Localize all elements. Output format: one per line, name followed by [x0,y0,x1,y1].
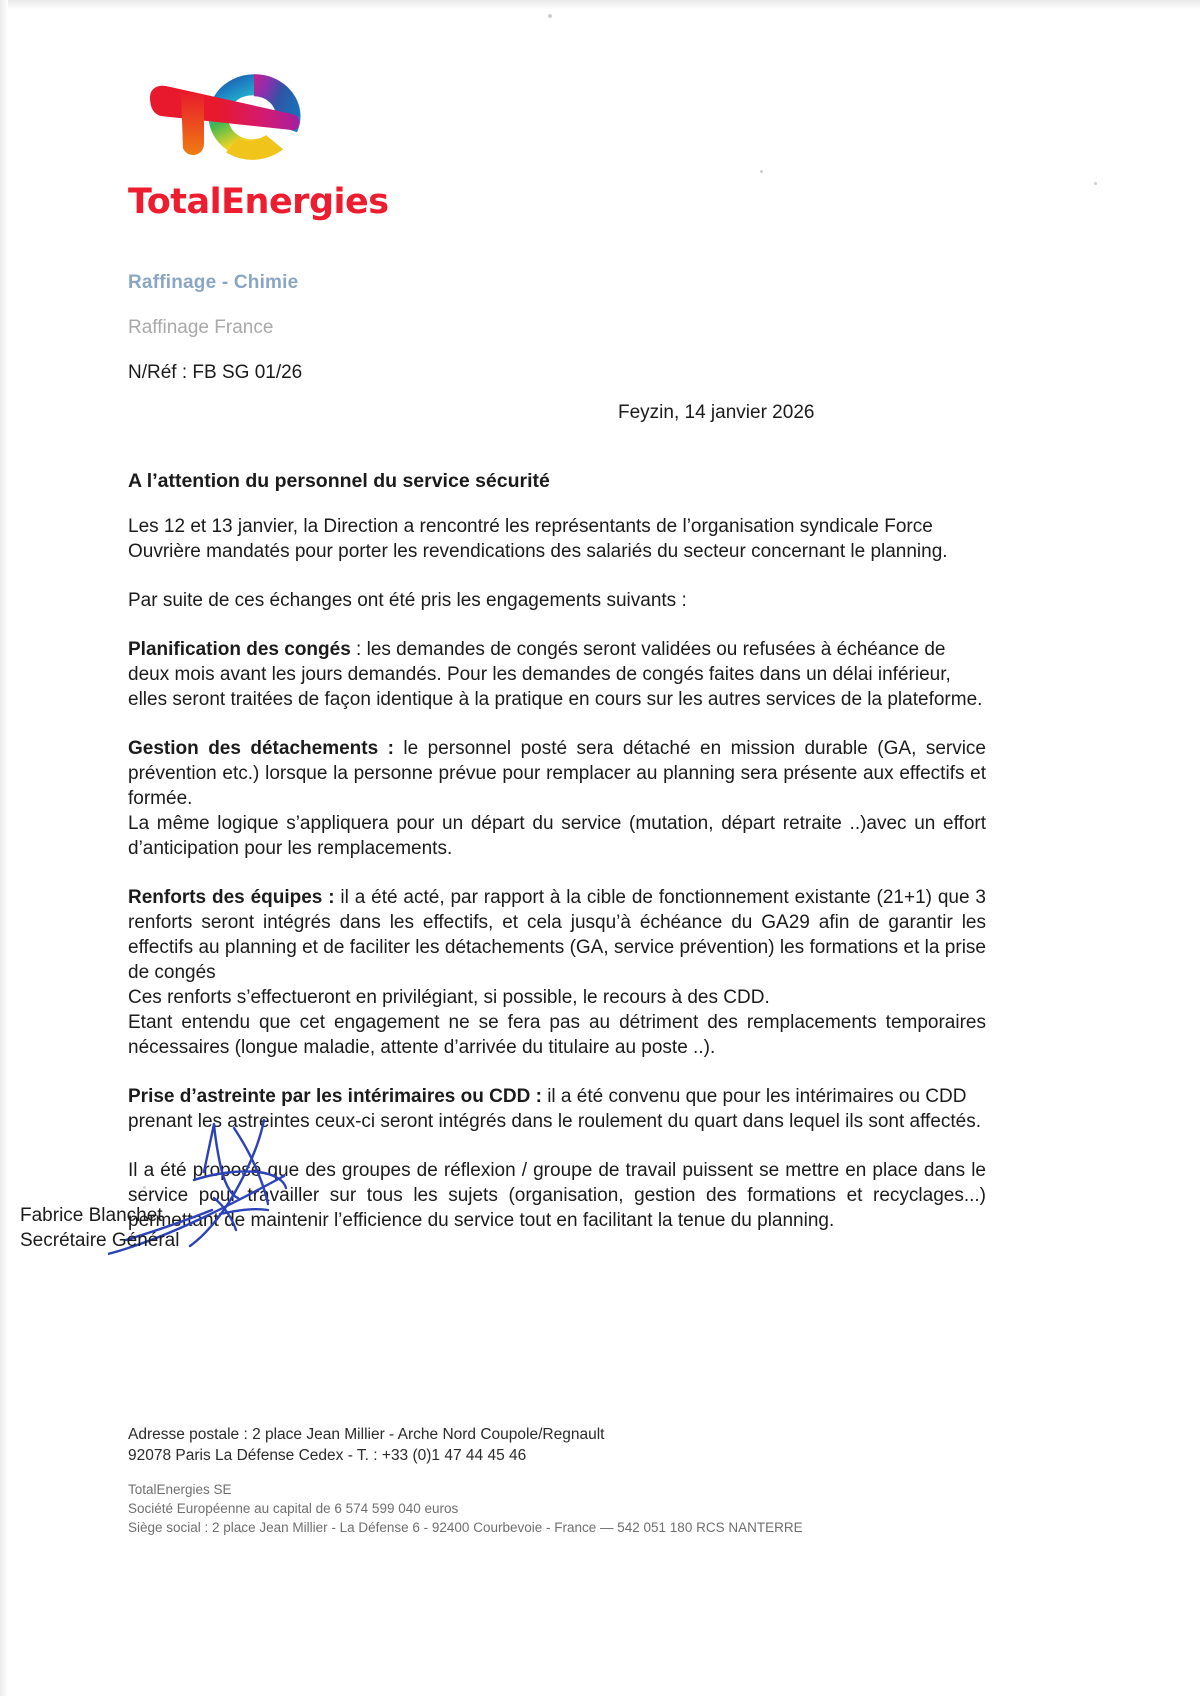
footer-legal [128,1480,888,1537]
section-body: il a été acté, par rapport à la cible de fonctionnement existante (21+1) que 3 renforts seront intégrés dans les effectifs, et cela jusqu’à échéance du GA29 afin de garantir les effectifs au planning et de faciliter les détachements (GA, service prévention) les formations et la prise de congés [128,887,986,983]
scan-edge-left [0,0,8,1696]
scan-speck [548,14,552,18]
brand-wordmark: TotalEnergies [128,182,389,222]
header-meta [128,272,828,384]
footer [128,1424,888,1537]
subdivision-name: Raffinage France [128,317,274,338]
signature-name-block [20,1203,179,1253]
brand-logo [128,68,468,222]
closing-paragraph: Il a été proposé que des groupes de réflexion / groupe de travail puissent se mettre en place dans le service pour travailler sur tous les sujets (organisation, gestion des formations et recyclages...) permettant de maintenir l’efficience du service tout en facilitant la tenue du planning. [128,1160,986,1231]
footer-legal-line-1: TotalEnergies SE [128,1482,232,1497]
section-planification [128,637,986,712]
section-detachements [128,736,986,861]
section-lead: Gestion des détachements : [128,738,394,759]
footer-address [128,1424,888,1466]
engagements-intro: Par suite de ces échanges ont été pris les engagements suivants : [128,590,687,611]
section-lead: Planification des congés [128,639,351,660]
section-lead: Prise d’astreinte par les intérimaires ou CDD : [128,1086,542,1107]
section-body: : les demandes de congés seront validées ou refusées à échéance de deux mois avant les jours demandés. Pour les demandes de congés faites dans un délai inférieur, elles seront traitées de façon identique à la pratique en cours sur les autres services de la plateforme. [128,639,983,710]
section-extra: Ces renforts s’effectueront en privilégiant, si possible, le recours à des CDD. [128,987,770,1008]
signatory-name: Fabrice Blanchet [20,1205,163,1226]
scan-speck [1094,182,1097,185]
section-lead: Renforts des équipes : [128,887,335,908]
totalenergies-logo-icon [128,68,333,176]
section-body: il a été convenu que pour les intérimaires ou CDD prenant les astreintes ceux-ci seront intégrés dans le roulement du quart dans lequel ils sont affectés. [128,1086,982,1132]
entity-name: Raffinage - Chimie [128,272,299,293]
section-renforts [128,885,986,1060]
footer-legal-line-2: Société Européenne au capital de 6 574 599 040 euros [128,1501,459,1516]
salutation: A l’attention du personnel du service sécurité [128,470,550,492]
reference-line: N/Réf : FB SG 01/26 [128,362,303,383]
date-line: Feyzin, 14 janvier 2026 [618,402,815,423]
section-extra: La même logique s’appliquera pour un départ du service (mutation, départ retraite ..)avec un effort d’anticipation pour les remplacements. [128,813,986,859]
footer-address-line-1: Adresse postale : 2 place Jean Millier - Arche Nord Coupole/Regnault [128,1426,605,1443]
footer-legal-line-3: Siège social : 2 place Jean Millier - La Défense 6 - 92400 Courbevoie - France — 542 051 180 RCS NANTERRE [128,1520,803,1535]
signatory-title: Secrétaire Général [20,1230,180,1251]
footer-address-line-2: 92078 Paris La Défense Cedex - T. : +33 (0)1 47 44 45 46 [128,1447,527,1464]
section-body: le personnel posté sera détaché en mission durable (GA, service prévention etc.) lorsque la personne prévue pour remplacer au planning sera présente aux effectifs et formée. [128,738,986,809]
handwritten-signature-icon [108,1110,468,1280]
section-extra-2: Etant entendu que cet engagement ne se fera pas au détriment des remplacements temporaires nécessaires (longue maladie, attente d’arrivée du titulaire au poste ..). [128,1012,986,1058]
scan-edge-top [0,0,1200,10]
intro-paragraph: Les 12 et 13 janvier, la Direction a rencontré les représentants de l’organisation syndicale Force Ouvrière mandatés pour porter les revendications des salariés du secteur concernant le planning. [128,516,948,562]
scan-speck [760,170,763,173]
